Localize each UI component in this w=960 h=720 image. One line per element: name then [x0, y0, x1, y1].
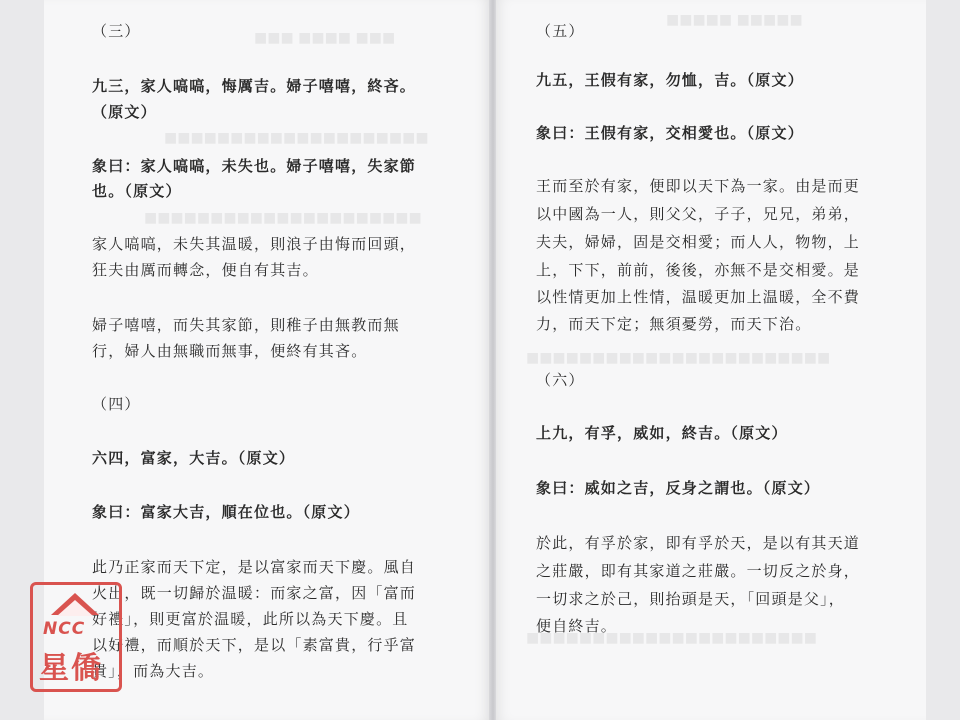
- commentary-line: 上，下下，前前，後後，亦無不是交相愛。是: [536, 261, 861, 279]
- xiang-text: 象曰：家人嗃嗃，未失也。婦子嘻嘻，失家節: [92, 157, 417, 175]
- show-through-text: ■■■■■■■■■■■■■■■■■■■■■: [144, 210, 422, 226]
- xiang-text: 也。（原文）: [92, 182, 182, 200]
- commentary-line: 家人嗃嗃，未失其温暖，則浪子由悔而回頭，: [92, 235, 417, 253]
- stamp-ncc-text: NCC: [43, 619, 86, 639]
- show-through-text: ■■■■■■■■■■■■■■■■■■■■■■■: [526, 350, 831, 366]
- section-heading-4: （四）: [92, 395, 141, 413]
- hexagram-line-text: 九五，王假有家，勿恤，吉。（原文）: [536, 71, 804, 89]
- show-through-text: ■■■ ■■■■ ■■■: [254, 30, 396, 46]
- commentary-line: 以好禮，而順於天下，是以「素富貴，行乎富: [92, 636, 417, 654]
- xiang-text: 象曰：富家大吉，順在位也。（原文）: [92, 503, 360, 521]
- show-through-text: ■■■■■■■■■■■■■■■■■■■■: [164, 130, 429, 146]
- commentary-line: 以性情更加上性情，温暖更加上温暖，全不費: [536, 288, 861, 306]
- xiang-text: 象曰：威如之吉，反身之謂也。（原文）: [536, 479, 821, 497]
- commentary-line: 行，婦人由無職而無事，便終有其吝。: [92, 342, 368, 360]
- hexagram-line-text: 上九，有孚，威如，終吉。（原文）: [536, 424, 788, 442]
- section-heading-3: （三）: [92, 22, 141, 40]
- commentary-line: 以中國為一人，則父父，子子，兄兄，弟弟，: [536, 205, 861, 223]
- commentary-line: 婦子嘻嘻，而失其家節，則稚子由無教而無: [92, 316, 400, 334]
- xiang-text: 象曰：王假有家，交相愛也。（原文）: [536, 124, 804, 142]
- commentary-line: 貴」，而為大吉。: [92, 662, 215, 680]
- commentary-line: 夫夫，婦婦，固是交相愛；而人人，物物，上: [536, 233, 861, 251]
- hexagram-line-text: 六四，富家，大吉。（原文）: [92, 449, 296, 467]
- commentary-line: 好禮」，則更富於温暖，此所以為天下慶。且: [92, 610, 409, 628]
- commentary-line: 於此，有孚於家，即有孚於天，是以有其天道: [536, 534, 861, 552]
- show-through-text: ■■■■■■■■■■■■■■■■■■■■■■: [526, 630, 818, 646]
- commentary-line: 王而至於有家，便即以天下為一家。由是而更: [536, 177, 861, 195]
- commentary-line: 火出，既一切歸於温暖：而家之富，因「富而: [92, 584, 417, 602]
- commentary-line: 狂夫由厲而轉念，便自有其吉。: [92, 261, 319, 279]
- commentary-line: 之莊嚴，即有其家道之莊嚴。一切反之於身，: [536, 562, 861, 580]
- commentary-line: 一切求之於己，則抬頭是天，「回頭是父」，: [536, 590, 846, 608]
- section-heading-6: （六）: [536, 371, 585, 389]
- commentary-line: 力，而天下定；無須憂勞，而天下治。: [536, 315, 812, 333]
- right-page: [496, 0, 926, 720]
- source-note: （原文）: [92, 103, 157, 121]
- commentary-line: 此乃正家而天下定，是以富家而天下慶。風自: [92, 558, 417, 576]
- section-heading-5: （五）: [536, 22, 585, 40]
- show-through-text: ■■■■■ ■■■■■: [666, 12, 803, 28]
- stamp-name-text: 星僑: [39, 651, 103, 686]
- hexagram-line-text: 九三，家人嗃嗃，悔厲吉。婦子嘻嘻，終吝。: [92, 77, 417, 95]
- commentary-line: 便自終吉。: [536, 617, 618, 635]
- watermark-stamp: [30, 582, 122, 692]
